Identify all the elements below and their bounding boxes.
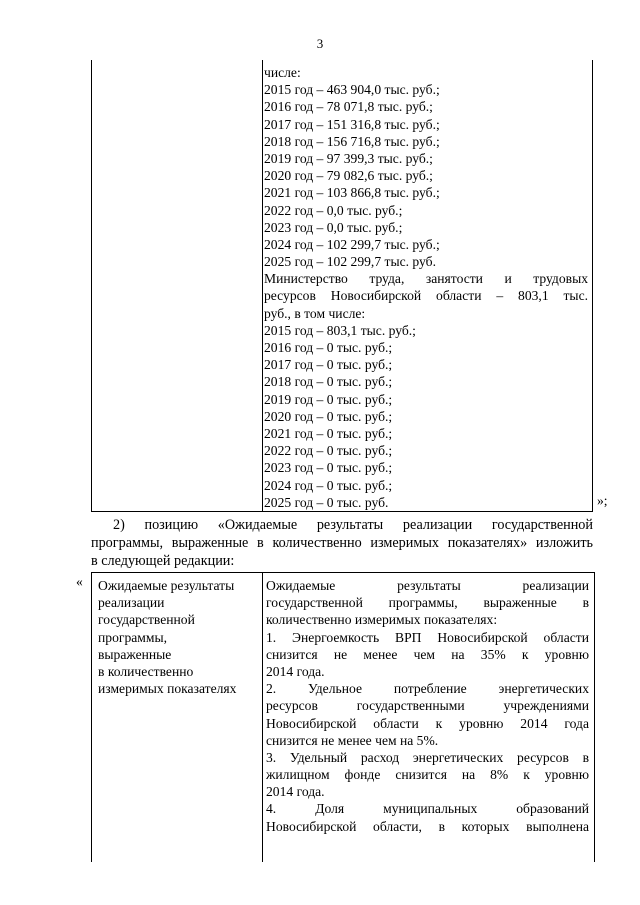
- results-line: 2014 года.: [266, 663, 325, 679]
- opening-quote: «: [76, 574, 83, 589]
- column-divider: [262, 573, 263, 862]
- funding-line: 2016 год – 0 тыс. руб.;: [264, 340, 393, 355]
- funding-line: 2015 год – 463 904,0 тыс. руб.;: [264, 82, 440, 98]
- funding-line: 2023 год – 0,0 тыс. руб.;: [264, 219, 403, 235]
- funding-line: числе:: [264, 65, 301, 80]
- funding-cell: [264, 64, 588, 511]
- funding-line: 2018 год – 0 тыс. руб.;: [264, 374, 393, 390]
- results-line: жилищном фонде снизится на 8% к уровню: [266, 767, 589, 783]
- paragraph-line: программы, выраженные в количественно измеримых показателях» изложить: [91, 535, 593, 551]
- results-line: ресурсов государственными учреждениями: [266, 698, 589, 714]
- funding-line: 2020 год – 0 тыс. руб.;: [264, 408, 393, 424]
- results-line: 2014 года.: [266, 784, 325, 800]
- funding-line: 2025 год – 0 тыс. руб.: [264, 494, 389, 510]
- funding-line: 2019 год – 97 399,3 тыс. руб.;: [264, 150, 433, 166]
- label-line: реализации: [98, 595, 165, 611]
- funding-line: 2017 год – 0 тыс. руб.;: [264, 357, 393, 373]
- label-line: Ожидаемые результаты: [98, 578, 235, 593]
- results-line: 2. Удельное потребление энергетических: [266, 681, 589, 697]
- funding-line: 2022 год – 0,0 тыс. руб.;: [264, 202, 403, 218]
- label-line: измеримых показателях: [98, 681, 237, 697]
- page-number: 3: [316, 36, 324, 51]
- funding-line: 2021 год – 103 866,8 тыс. руб.;: [264, 185, 440, 201]
- funding-line: 2021 год – 0 тыс. руб.;: [264, 425, 393, 441]
- funding-line: 2017 год – 151 316,8 тыс. руб.;: [264, 116, 440, 132]
- column-divider: [262, 60, 263, 511]
- results-line: 4. Доля муниципальных образований: [266, 801, 589, 817]
- amendment-paragraph: [91, 516, 593, 570]
- closing-quote: »;: [597, 493, 608, 508]
- label-line: выраженные: [98, 646, 172, 662]
- funding-line: 2015 год – 803,1 тыс. руб.;: [264, 322, 416, 338]
- funding-line: 2019 год – 0 тыс. руб.;: [264, 391, 393, 407]
- results-line: Новосибирской области, в которых выполнена: [266, 818, 589, 834]
- paragraph-line: в следующей редакции:: [91, 553, 235, 569]
- results-line: Новосибирской области к уровню 2014 года: [266, 715, 589, 731]
- results-line: количественно измеримых показателях:: [266, 612, 498, 628]
- results-label-cell: [98, 577, 258, 697]
- results-text-cell: [266, 577, 589, 835]
- label-line: в количественно: [98, 663, 194, 679]
- funding-line: руб., в том числе:: [264, 305, 366, 321]
- funding-line: 2023 год – 0 тыс. руб.;: [264, 460, 393, 476]
- paragraph-line: 2) позицию «Ожидаемые результаты реализации государственной: [113, 517, 593, 533]
- results-table: [91, 572, 595, 862]
- funding-line: ресурсов Новосибирской области – 803,1 тыс.: [264, 288, 588, 304]
- funding-table: [91, 60, 593, 512]
- funding-line: 2020 год – 79 082,6 тыс. руб.;: [264, 168, 433, 184]
- funding-line: 2025 год – 102 299,7 тыс. руб.: [264, 254, 436, 270]
- results-line: снизится не менее чем на 5%.: [266, 732, 439, 748]
- funding-line: 2024 год – 0 тыс. руб.;: [264, 477, 393, 493]
- results-line: Ожидаемые результаты реализации: [266, 578, 589, 593]
- funding-line: 2016 год – 78 071,8 тыс. руб.;: [264, 99, 433, 115]
- funding-line: 2018 год – 156 716,8 тыс. руб.;: [264, 133, 440, 149]
- results-line: 3. Удельный расход энергетических ресурсов в: [266, 749, 589, 765]
- funding-line: Министерство труда, занятости и трудовых: [264, 271, 588, 287]
- results-line: 1. Энергоемкость ВРП Новосибирской области: [266, 629, 589, 645]
- funding-line: 2022 год – 0 тыс. руб.;: [264, 443, 393, 459]
- label-line: программы,: [98, 629, 168, 645]
- label-line: государственной: [98, 612, 195, 628]
- funding-line: 2024 год – 102 299,7 тыс. руб.;: [264, 236, 440, 252]
- results-line: государственной программы, выраженные в: [266, 595, 589, 611]
- results-line: снизится не менее чем на 35% к уровню: [266, 646, 589, 662]
